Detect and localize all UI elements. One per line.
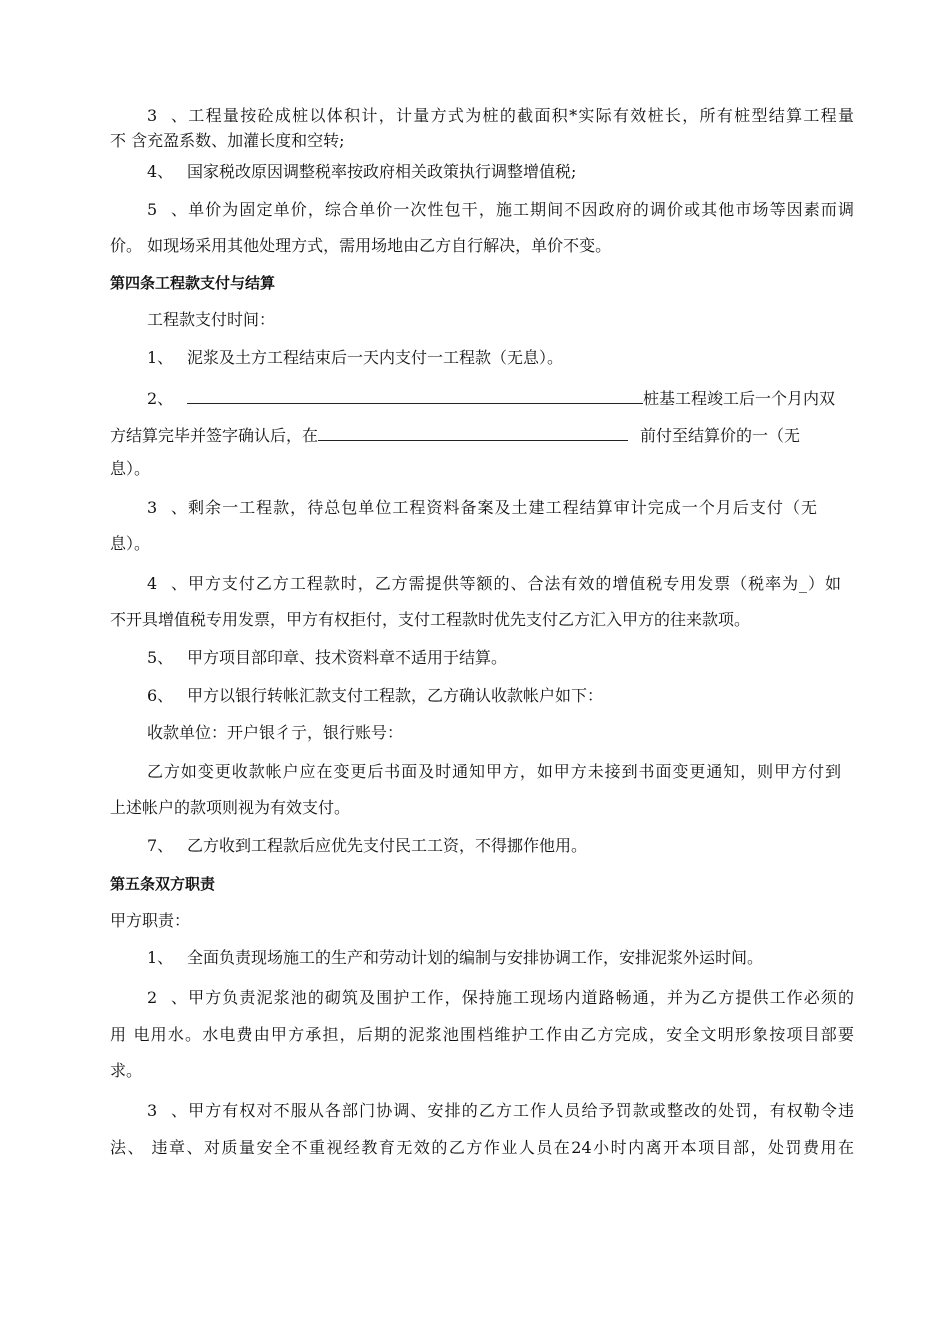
art5-item-2-line2: 用 电用水。水电费由甲方承担，后期的泥浆池围档维护工作由乙方完成，安全文明形象按项目部要 <box>110 1025 854 1044</box>
blank-field <box>187 386 643 404</box>
art5-item-3-line1: 3、甲方有权对不服从各部门协调、安排的乙方工作人员给予罚款或整改的处罚，有权勒令违 <box>147 1101 854 1120</box>
art4-item-7: 7、 乙方收到工程款后应优先支付民工工资，不得挪作他用。 <box>147 836 588 855</box>
art5-item-1: 1、 全面负责现场施工的生产和劳动计划的编制与安排协调工作，安排泥浆外运时间。 <box>147 948 764 967</box>
account-notice-line1: 乙方如变更收款帐户应在变更后书面及时通知甲方，如甲方未接到书面变更通知，则甲方付到 <box>147 762 841 781</box>
article-4-intro: 工程款支付时间： <box>147 310 276 329</box>
art4-item-2-line1: 2、 桩基工程竣工后一个月内双 <box>147 386 835 409</box>
art4-item-5: 5、 甲方项目部印章、技术资料章不适用于结算。 <box>147 648 508 667</box>
article-5-title: 第五条双方职责 <box>110 875 216 893</box>
art4-item-4-line1: 4、甲方支付乙方工程款时，乙方需提供等额的、合法有效的增值税专用发票（税率为_）如 <box>147 574 841 593</box>
art4-item-4-line2: 不开具增值税专用发票，甲方有权拒付，支付工程款时优先支付乙方汇入甲方的往来款项。 <box>110 610 751 629</box>
account-info: 收款单位：开户银彳亍，银行账号： <box>147 723 404 742</box>
account-notice-line2: 上述帐户的款项则视为有效支付。 <box>110 798 351 817</box>
art4-item-3-line1: 3、剩余一工程款，待总包单位工程资料备案及土建工程结算审计完成一个月后支付（无 <box>147 498 817 517</box>
art5-item-2-line3: 求。 <box>110 1061 143 1080</box>
party-a-duties-heading: 甲方职责： <box>110 911 191 930</box>
art4-item-3-line2: 息）。 <box>110 534 151 553</box>
art4-item-1: 1、 泥浆及土方工程结束后一天内支付一工程款（无息）。 <box>147 348 564 367</box>
art4-item-6: 6、 甲方以银行转帐汇款支付工程款，乙方确认收款帐户如下： <box>147 686 604 705</box>
art5-item-3-line2: 法、 违章、对质量安全不重视经教育无效的乙方作业人员在24小时内离开本项目部，处罚费用在 <box>110 1138 854 1157</box>
item-3-line2: 不 含充盈系数、加灌长度和空转; <box>110 131 345 150</box>
item-4: 4、 国家税改原因调整税率按政府相关政策执行调整增值税; <box>147 162 577 181</box>
art4-item-2-line3: 息）。 <box>110 459 151 478</box>
art5-item-2-line1: 2、甲方负责泥浆池的砌筑及围护工作，保持施工现场内道路畅通，并为乙方提供工作必须的 <box>147 988 854 1007</box>
item-number: 3、 <box>147 106 187 125</box>
blank-field <box>318 423 628 441</box>
item-5-line1: 5、单价为固定单价，综合单价一次性包干，施工期间不因政府的调价或其他市场等因素而调 <box>147 200 854 219</box>
art4-item-2-line2: 方结算完毕并签字确认后，在 前付至结算价的一（无 <box>110 423 800 446</box>
article-4-title: 第四条工程款支付与结算 <box>110 274 276 292</box>
item-3-line1: 3、工程量按砼成桩以体积计，计量方式为桩的截面积*实际有效桩长，所有桩型结算工程量 <box>147 106 854 125</box>
item-5-line2: 价。 如现场采用其他处理方式，需用场地由乙方自行解决，单价不变。 <box>110 236 612 255</box>
